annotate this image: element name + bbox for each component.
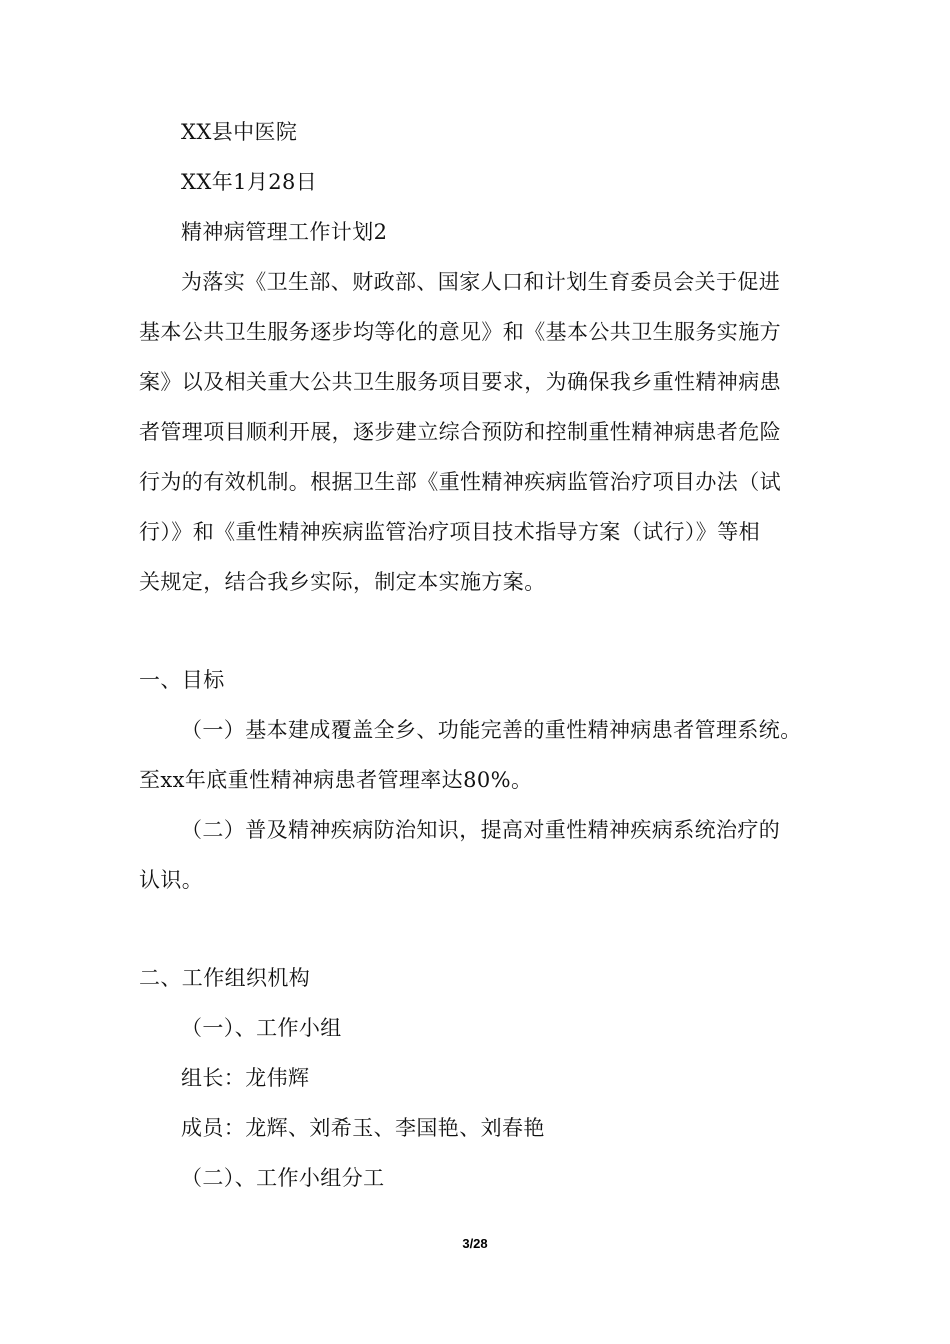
goal-item-2-line: （二）普及精神疾病防治知识，提高对重性精神疾病系统治疗的 — [181, 818, 781, 842]
subheading-division-of-work: （二）、工作小组分工 — [181, 1166, 385, 1190]
document-date: XX年1月28日 — [181, 170, 318, 194]
hospital-name: XX县中医院 — [181, 120, 298, 144]
intro-line: 关规定，结合我乡实际，制定本实施方案。 — [139, 570, 546, 594]
goal-item-1-line: （一）基本建成覆盖全乡、功能完善的重性精神病患者管理系统。 — [181, 718, 802, 742]
goal-item-2-line: 认识。 — [139, 868, 204, 892]
document-title: 精神病管理工作计划2 — [181, 220, 388, 244]
intro-line: 者管理项目顺利开展，逐步建立综合预防和控制重性精神病患者危险 — [139, 420, 781, 444]
intro-line: 为落实《卫生部、财政部、国家人口和计划生育委员会关于促进 — [181, 270, 781, 294]
intro-line: 行为的有效机制。根据卫生部《重性精神疾病监管治疗项目办法（试 — [139, 470, 781, 494]
subheading-work-group: （一）、工作小组 — [181, 1016, 342, 1040]
section-heading-organization: 二、工作组织机构 — [139, 966, 311, 990]
goal-item-1-line: 至xx年底重性精神病患者管理率达80%。 — [139, 768, 533, 792]
section-heading-goals: 一、目标 — [139, 668, 225, 692]
group-leader: 组长：龙伟辉 — [181, 1066, 310, 1090]
intro-line: 基本公共卫生服务逐步均等化的意见》和《基本公共卫生服务实施方 — [139, 320, 781, 344]
page-number: 3/28 — [462, 1236, 488, 1251]
intro-line: 案》以及相关重大公共卫生服务项目要求，为确保我乡重性精神病患 — [139, 370, 781, 394]
intro-line: 行）》和《重性精神疾病监管治疗项目技术指导方案（试行）》等相 — [139, 520, 760, 544]
group-members: 成员：龙辉、刘希玉、李国艳、刘春艳 — [181, 1116, 545, 1140]
